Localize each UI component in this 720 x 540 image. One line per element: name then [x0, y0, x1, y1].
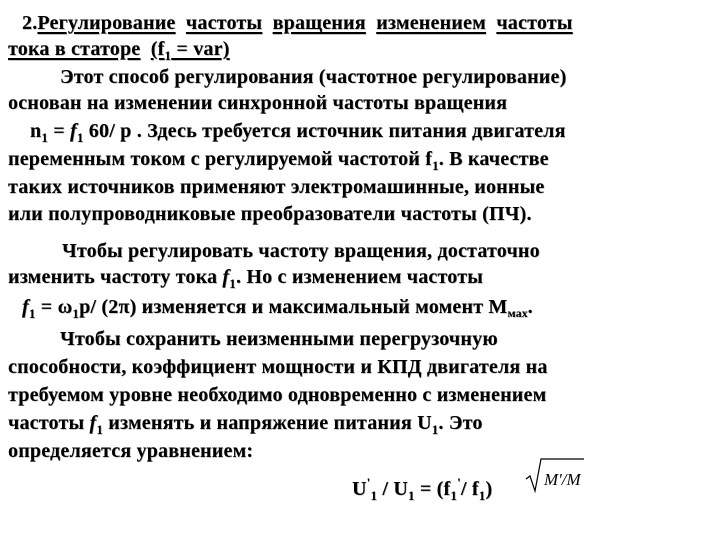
p3-line-1: Чтобы сохранить неизменными перегрузочную: [60, 328, 498, 350]
sqrt-torque-ratio: [524, 455, 586, 495]
heading-line-1: [22, 10, 573, 36]
heading-word-frequency: частоты: [185, 12, 263, 34]
voltage-frequency-equation: $U'_1 / U_1 = (f_1'/$ $f_1$): [352, 475, 493, 503]
heading-word-rotation: вращения: [272, 12, 366, 34]
sync-speed-formula: $n_1 = f_1$ 60/ p: [30, 120, 132, 145]
heading-word-change: изменением: [376, 12, 486, 34]
p1-line-1: Этот способ регулирования (частотное регулирование): [60, 66, 567, 88]
p3-line-4: частоты $f_1$ изменять и напряжение питания $U_1$. Это: [8, 412, 483, 437]
heading-word-frequency-2: частоты: [496, 12, 573, 34]
p3-line-3: требуемом уровне необходимо одновременно с изменением: [8, 384, 547, 406]
p1-line-6: или полупроводниковые преобразователи частоты (ПЧ).: [8, 203, 532, 225]
heading-formula: $(f_1 = var)$: [150, 38, 230, 63]
p2-line-1: Чтобы регулировать частоту вращения, достаточно: [62, 240, 540, 262]
p3-line-5: определяется уравнением:: [8, 440, 254, 462]
frequency-formula: $f_1 = \omega_1$: [22, 296, 80, 321]
p1-line-3: $n_1 = f_1$ 60/ p . Здесь требуется источник питания двигателя: [30, 120, 566, 145]
heading-current-in-stator: тока в статоре: [8, 38, 141, 60]
max-torque-subscript: мах: [507, 306, 528, 320]
heading-number: 2.: [22, 12, 38, 34]
p1-line-5: таких источников применяют электромашинные, ионные: [8, 176, 545, 198]
p2-line-2: изменить частоту тока $f_1$. Но с изменением частоты: [8, 266, 484, 291]
heading-word-regulation: Регулирование: [37, 12, 176, 34]
p1-line-4: переменным током с регулируемой частотой $f_1$. В качестве: [8, 148, 549, 173]
sqrt-radicand: M'/M: [544, 470, 581, 489]
p1-line-2: основан на изменении синхронной частоты вращения: [8, 92, 508, 114]
p2-line-3: $f_1 = \omega_1p/$ (2π) изменяется и максимальный момент $М_{мах}$.: [22, 296, 533, 321]
sqrt-symbol-icon: [524, 455, 586, 495]
p3-line-2: способности, коэффициент мощности и КПД двигателя на: [8, 356, 548, 378]
